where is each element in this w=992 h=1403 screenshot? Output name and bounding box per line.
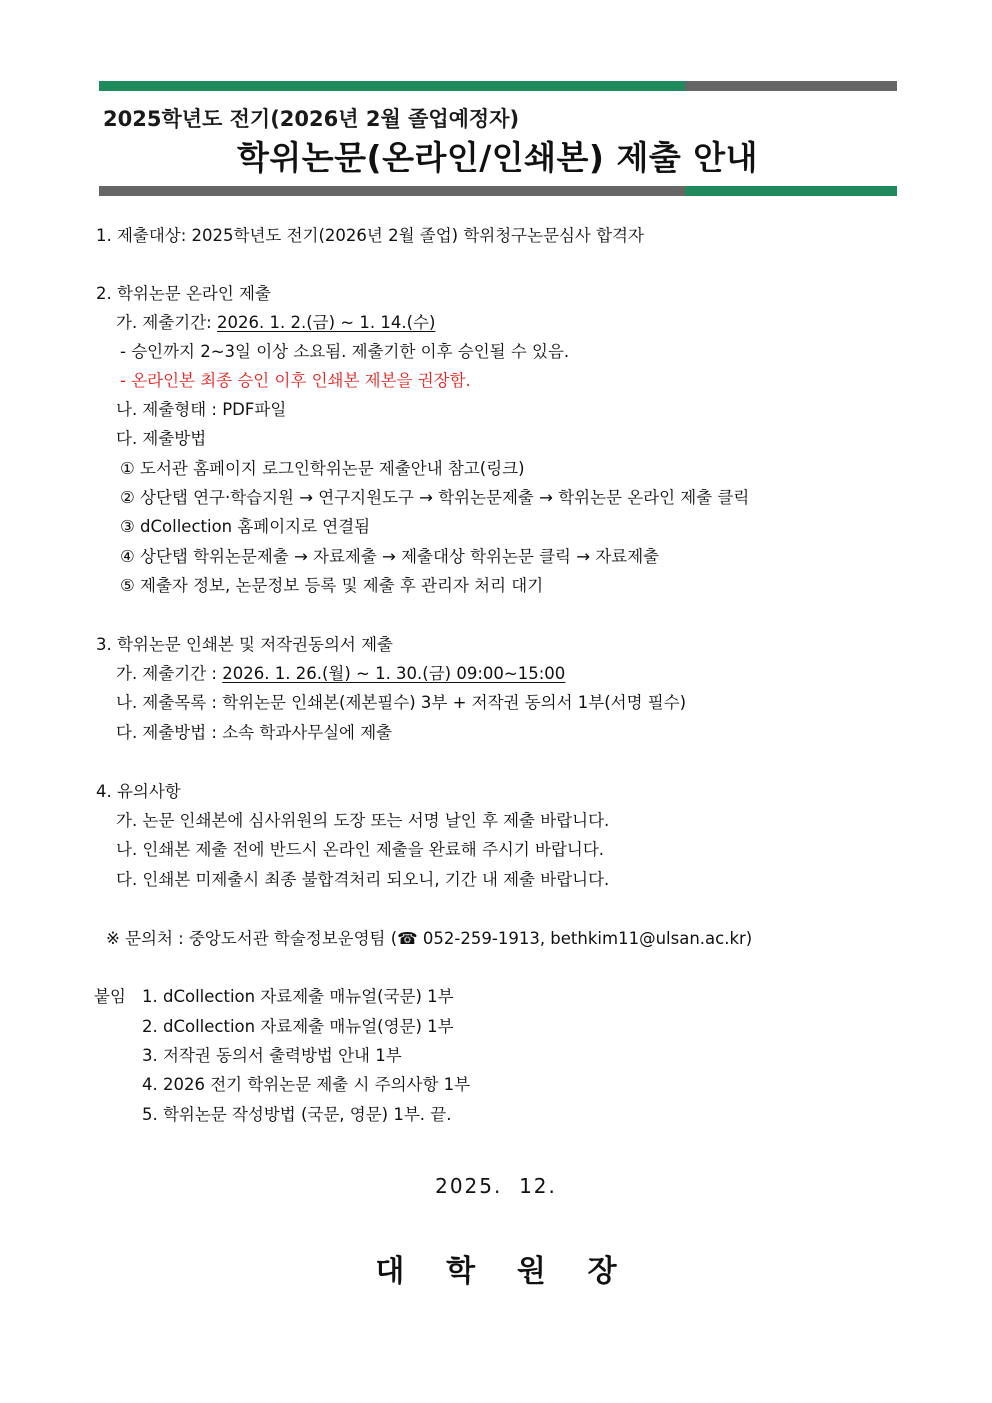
section-2-period bbox=[116, 312, 435, 334]
section-2-step: ④ 상단탭 학위논문제출 → 자료제출 → 제출대상 학위논문 클릭 → 자료제출 bbox=[120, 547, 660, 566]
issuer-signature: 대 학 원 장 bbox=[375, 1254, 617, 1289]
section-3-period-label: 가. 제출기간 : bbox=[116, 664, 223, 683]
section-4-item: 가. 논문 인쇄본에 심사위원의 도장 또는 서명 날인 후 제출 바랍니다. bbox=[116, 811, 610, 830]
section-2-step: ① 도서관 홈페이지 로그인학위논문 제출안내 참고(링크) bbox=[120, 459, 525, 478]
issue-date: 2025. 12. bbox=[435, 1174, 557, 1198]
section-2-step: ⑤ 제출자 정보, 논문정보 등록 및 제출 후 관리자 처리 대기 bbox=[120, 576, 544, 595]
contact-info: ※ 문의처 : 중앙도서관 학술정보운영팀 (☎ 052-259-1913, bethkim11@ulsan.ac.kr) bbox=[106, 929, 753, 948]
attachment-item: 5. 학위논문 작성방법 (국문, 영문) 1부. 끝. bbox=[142, 1105, 452, 1124]
section-3-period-value: 2026. 1. 26.(월) ~ 1. 30.(금) 09:00~15:00 bbox=[222, 664, 566, 683]
section-3-period bbox=[116, 663, 565, 685]
section-4-heading: 4. 유의사항 bbox=[96, 782, 181, 801]
section-2-step: ③ dCollection 홈페이지로 연결됨 bbox=[120, 517, 371, 536]
section-2-period-value: 2026. 1. 2.(금) ~ 1. 14.(수) bbox=[217, 313, 436, 332]
document-title: 학위논문(온라인/인쇄본) 제출 안내 bbox=[237, 138, 758, 177]
header-bottom-rule bbox=[99, 186, 897, 196]
section-3-method: 다. 제출방법 : 소속 학과사무실에 제출 bbox=[116, 723, 393, 742]
section-4-item: 다. 인쇄본 미제출시 최종 불합격처리 되오니, 기간 내 제출 바랍니다. bbox=[116, 870, 610, 889]
section-2-period-label: 가. 제출기간: bbox=[116, 313, 217, 332]
section-2-method: 다. 제출방법 bbox=[116, 429, 207, 448]
attachment-item: 2. dCollection 자료제출 매뉴얼(영문) 1부 bbox=[142, 1017, 454, 1036]
section-2-step: ② 상단탭 연구·학습지원 → 연구지원도구 → 학위논문제출 → 학위논문 온라인 제출 클릭 bbox=[120, 488, 750, 507]
attachments-label: 붙임 bbox=[94, 987, 126, 1006]
attachment-item: 3. 저작권 동의서 출력방법 안내 1부 bbox=[142, 1046, 402, 1065]
document-subtitle: 2025학년도 전기(2026년 2월 졸업예정자) bbox=[103, 107, 520, 131]
section-3-list: 나. 제출목록 : 학위논문 인쇄본(제본필수) 3부 + 저작권 동의서 1부(서명 필수) bbox=[116, 693, 687, 712]
section-4-item: 나. 인쇄본 제출 전에 반드시 온라인 제출을 완료해 주시기 바랍니다. bbox=[116, 840, 605, 859]
header-top-rule bbox=[99, 81, 897, 91]
section-1-target: 1. 제출대상: 2025학년도 전기(2026년 2월 졸업) 학위청구논문심사 합격자 bbox=[96, 226, 644, 245]
section-2-heading: 2. 학위논문 온라인 제출 bbox=[96, 284, 271, 303]
attachment-item: 1. dCollection 자료제출 매뉴얼(국문) 1부 bbox=[142, 987, 454, 1006]
section-2-format: 나. 제출형태 : PDF파일 bbox=[116, 400, 287, 419]
section-3-heading: 3. 학위논문 인쇄본 및 저작권동의서 제출 bbox=[96, 635, 393, 654]
section-2-note-approval: - 승인까지 2~3일 이상 소요됨. 제출기한 이후 승인될 수 있음. bbox=[120, 342, 570, 361]
attachment-item: 4. 2026 전기 학위논문 제출 시 주의사항 1부 bbox=[142, 1075, 471, 1094]
section-2-note-recommend: - 온라인본 최종 승인 이후 인쇄본 제본을 권장함. bbox=[120, 371, 471, 390]
